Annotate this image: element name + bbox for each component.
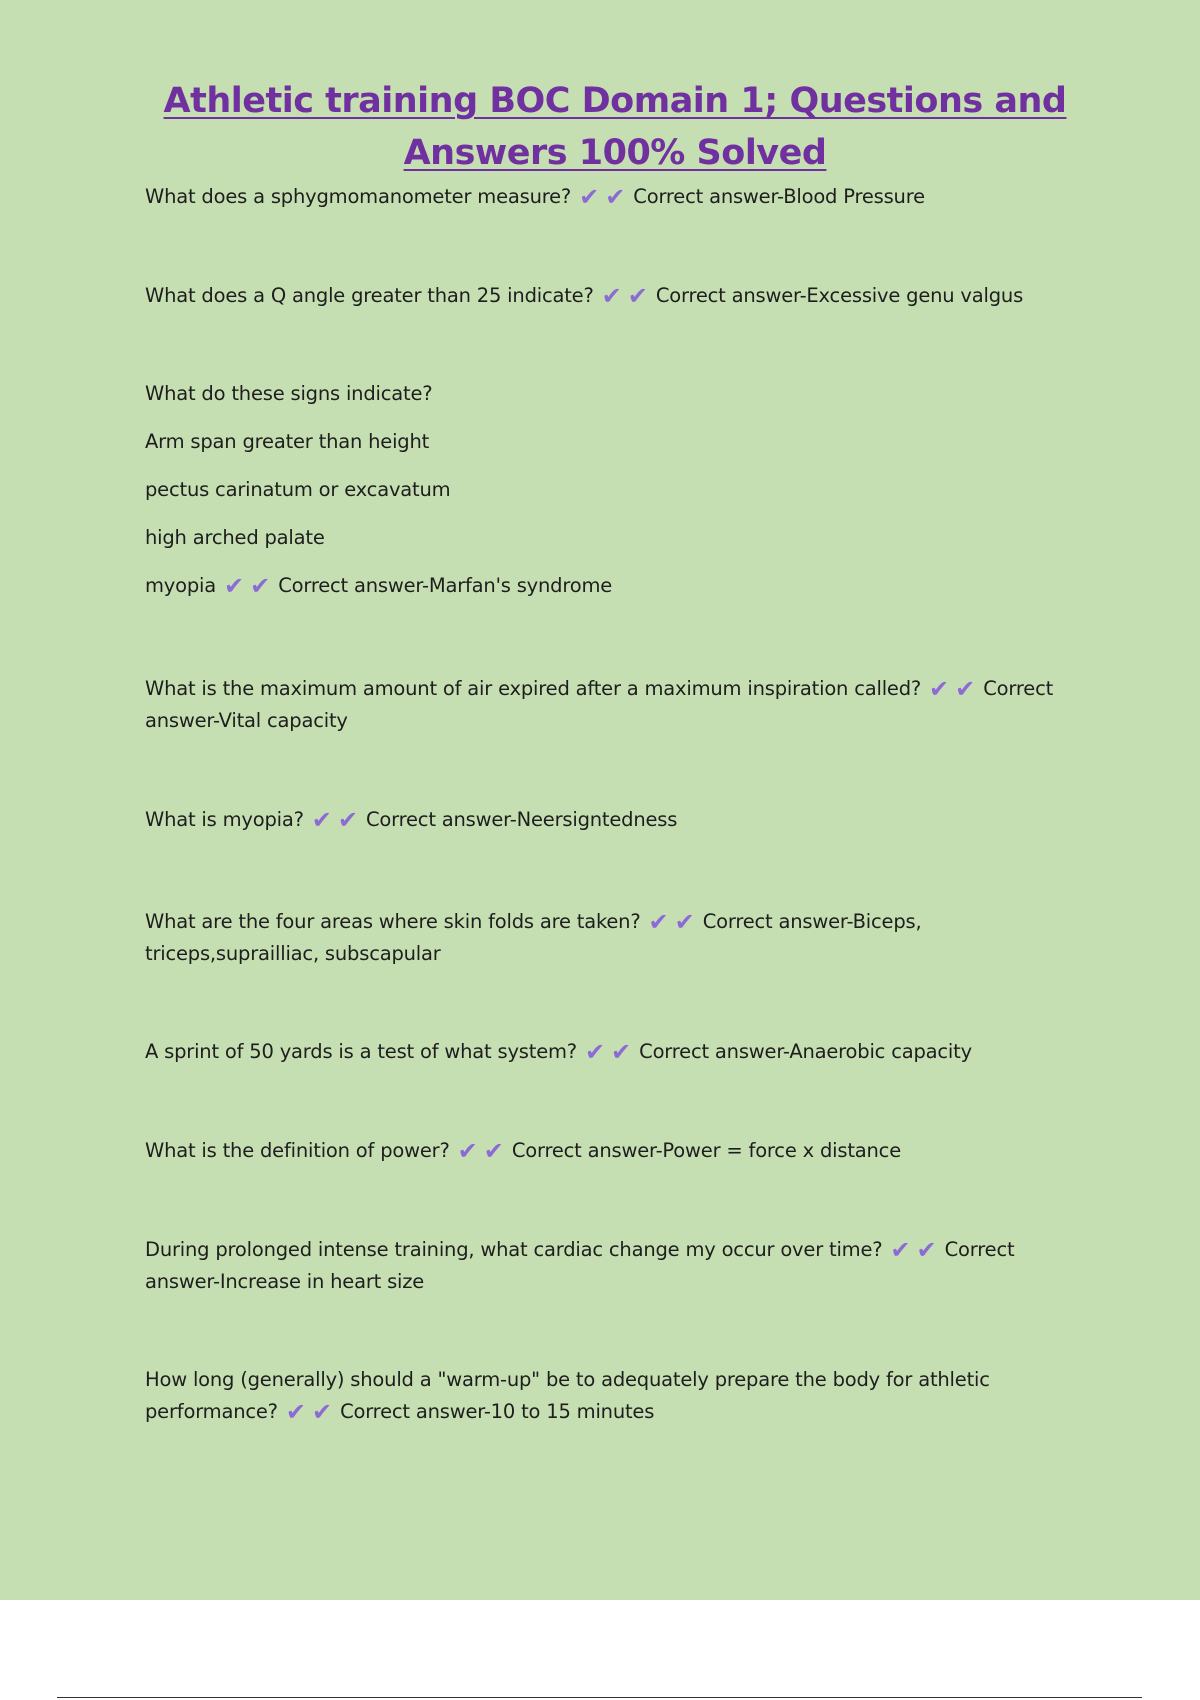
- question-text: myopia: [145, 574, 217, 597]
- qa-item-9: [145, 1234, 1090, 1298]
- answer-text: Correct answer-Excessive genu valgus: [655, 284, 1024, 307]
- footer-divider: [57, 1697, 1142, 1698]
- answer-text: Correct answer-Power = force x distance: [511, 1139, 901, 1162]
- answer-text: Correct answer-Blood Pressure: [633, 185, 925, 208]
- qa-item-5: [145, 804, 1090, 836]
- answer-text: Correct answer-Marfan's syndrome: [278, 574, 613, 597]
- question-text: How long (generally) should a "warm-up" be to adequately prepare the body for athletic performance?: [145, 1368, 990, 1423]
- double-check-icon: ✔✔: [579, 183, 632, 211]
- question-line: Arm span greater than height: [145, 430, 430, 453]
- answer-text: Correct answer-Biceps, triceps,suprailliac, subscapular: [145, 910, 922, 965]
- qa-item-8: [145, 1135, 1090, 1167]
- qa-item-2: [145, 280, 1090, 312]
- qa-item-1: [145, 181, 1090, 213]
- question-text: During prolonged intense training, what cardiac change my occur over time?: [145, 1238, 883, 1261]
- answer-text: Correct answer-Increase in heart size: [145, 1238, 1015, 1293]
- double-check-icon: ✔✔: [890, 1236, 943, 1264]
- double-check-icon: ✔✔: [457, 1137, 510, 1165]
- qa-item-7: [145, 1036, 1090, 1068]
- qa-item-4: [145, 673, 1090, 737]
- question-line: high arched palate: [145, 526, 325, 549]
- question-text: What is myopia?: [145, 808, 304, 831]
- double-check-icon: ✔✔: [929, 675, 982, 703]
- question-text: What is the definition of power?: [145, 1139, 450, 1162]
- qa-item-6: [145, 906, 1090, 970]
- answer-text: Correct answer-10 to 15 minutes: [340, 1400, 655, 1423]
- answer-text: Correct answer-Anaerobic capacity: [639, 1040, 972, 1063]
- question-text: What does a sphygmomanometer measure?: [145, 185, 572, 208]
- double-check-icon: ✔✔: [311, 806, 364, 834]
- document-title: Athletic training BOC Domain 1; Questions and Answers 100% Solved: [163, 81, 1067, 173]
- double-check-icon: ✔✔: [584, 1038, 638, 1066]
- qa-item-3: [145, 378, 1090, 602]
- question-line: What do these signs indicate?: [145, 382, 433, 405]
- double-check-icon: ✔✔: [224, 572, 277, 600]
- question-line: pectus carinatum or excavatum: [145, 478, 451, 501]
- double-check-icon: ✔✔: [648, 908, 701, 936]
- double-check-icon: ✔✔: [285, 1398, 339, 1426]
- answer-text: Correct answer-Vital capacity: [145, 677, 1054, 732]
- double-check-icon: ✔✔: [601, 282, 654, 310]
- qa-item-10: [145, 1364, 1090, 1428]
- question-text: What is the maximum amount of air expired after a maximum inspiration called?: [145, 677, 922, 700]
- question-text: What are the four areas where skin folds are taken?: [145, 910, 641, 933]
- question-text: What does a Q angle greater than 25 indicate?: [145, 284, 594, 307]
- question-text: A sprint of 50 yards is a test of what system?: [145, 1040, 577, 1063]
- answer-text: Correct answer-Neersigntedness: [366, 808, 678, 831]
